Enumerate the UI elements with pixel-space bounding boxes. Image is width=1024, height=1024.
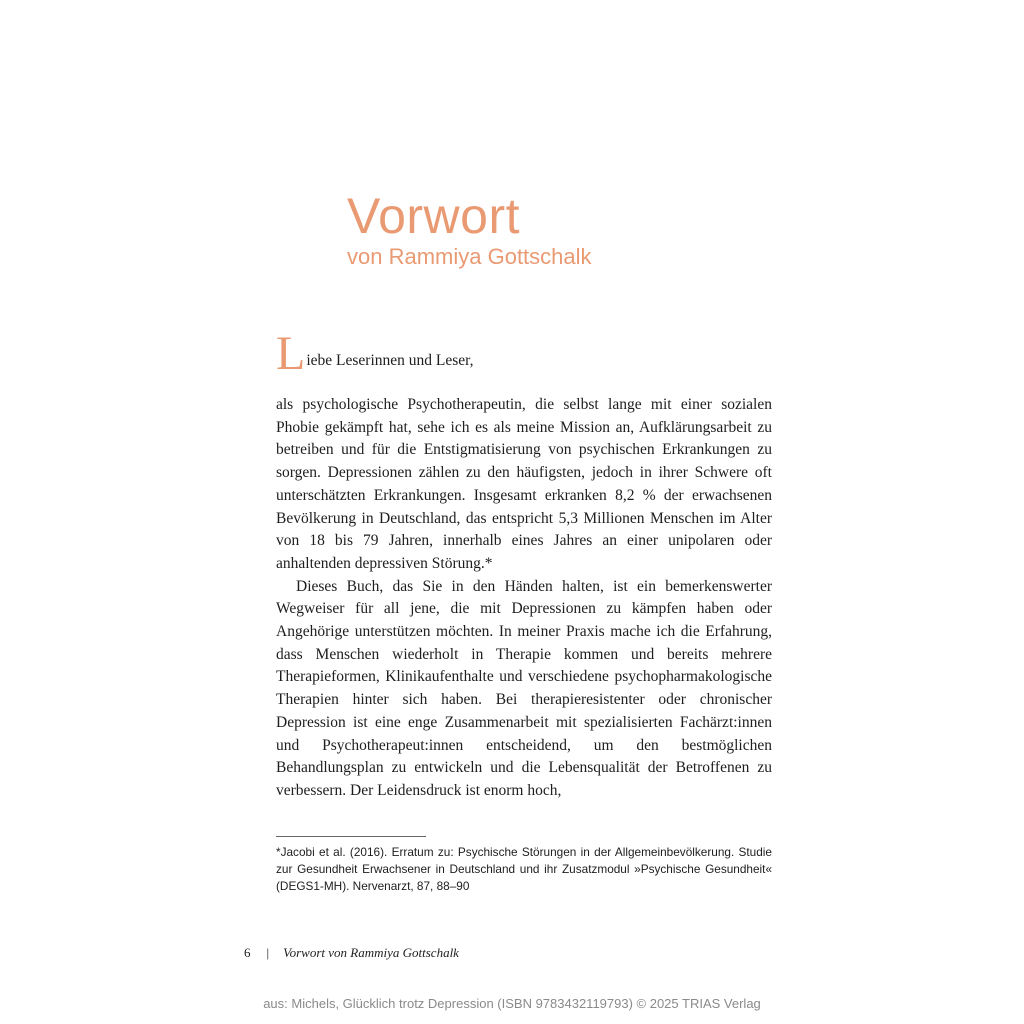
- paragraph-2: Dieses Buch, das Sie in den Händen halten, ist ein bemerkenswerter Wegweiser für all jene, die mit Depressionen zu kämpfen haben oder Angehörige unterstützen möchten. In meiner Praxis mache ich die Erfahrung, dass Menschen wiederholt in Therapie kommen und bereits mehrere Therapieformen, Klinikaufenthalte und verschiedene psychopharmakologische Therapien hinter sich haben. Bei therapieresistenter oder chronischer Depression ist eine enge Zusammenarbeit mit spezialisierten Fachärzt:innen und Psychotherapeut:innen entscheidend, um den bestmöglichen Behandlungsplan zu entwickeln und die Lebensqualität der Betroffenen zu verbessern. Der Leidensdruck ist enorm hoch,: [276, 577, 772, 799]
- body-text: [276, 394, 772, 803]
- source-line: aus: Michels, Glücklich trotz Depression (ISBN 9783432119793) © 2025 TRIAS Verlag: [263, 996, 761, 1011]
- chapter-subtitle: von Rammiya Gottschalk: [347, 244, 592, 269]
- salutation: [276, 327, 796, 380]
- footer-separator: |: [266, 945, 270, 960]
- drop-cap: L: [276, 327, 306, 380]
- chapter-title: Vorwort: [347, 188, 521, 244]
- page-footer: [244, 944, 459, 962]
- footnote: *Jacobi et al. (2016). Erratum zu: Psychische Störungen in der Allgemeinbevölkerung. Studie zur Gesundheit Erwachsener in Deutschland und ihr Zusatzmodul »Psychische Gesundheit« (DEGS1-MH). Nervenarzt, 87, 88–90: [276, 845, 772, 893]
- footnote-divider: [276, 836, 426, 837]
- paragraph-1: als psychologische Psychotherapeutin, die selbst lange mit einer sozialen Phobie gekämpft hat, sehe ich es als meine Mission an, Aufklärungsarbeit zu betreiben und für die Entstigmatisierung von psychischen Erkrankungen zu sorgen. Depressionen zählen zu den häufigsten, jedoch in ihrer Schwere oft unterschätzten Erkrankungen. Insgesamt erkranken 8,2 % der erwachsenen Bevölkerung in Deutschland, das entspricht 5,3 Millionen Menschen im Alter von 18 bis 79 Jahren, innerhalb eines Jahres an einer unipolaren oder anhaltenden depressiven Störung.*: [276, 396, 772, 572]
- salutation-text: iebe Leserinnen und Leser,: [306, 352, 474, 369]
- running-title: Vorwort von Rammiya Gottschalk: [283, 945, 459, 960]
- page-number: 6: [244, 945, 251, 960]
